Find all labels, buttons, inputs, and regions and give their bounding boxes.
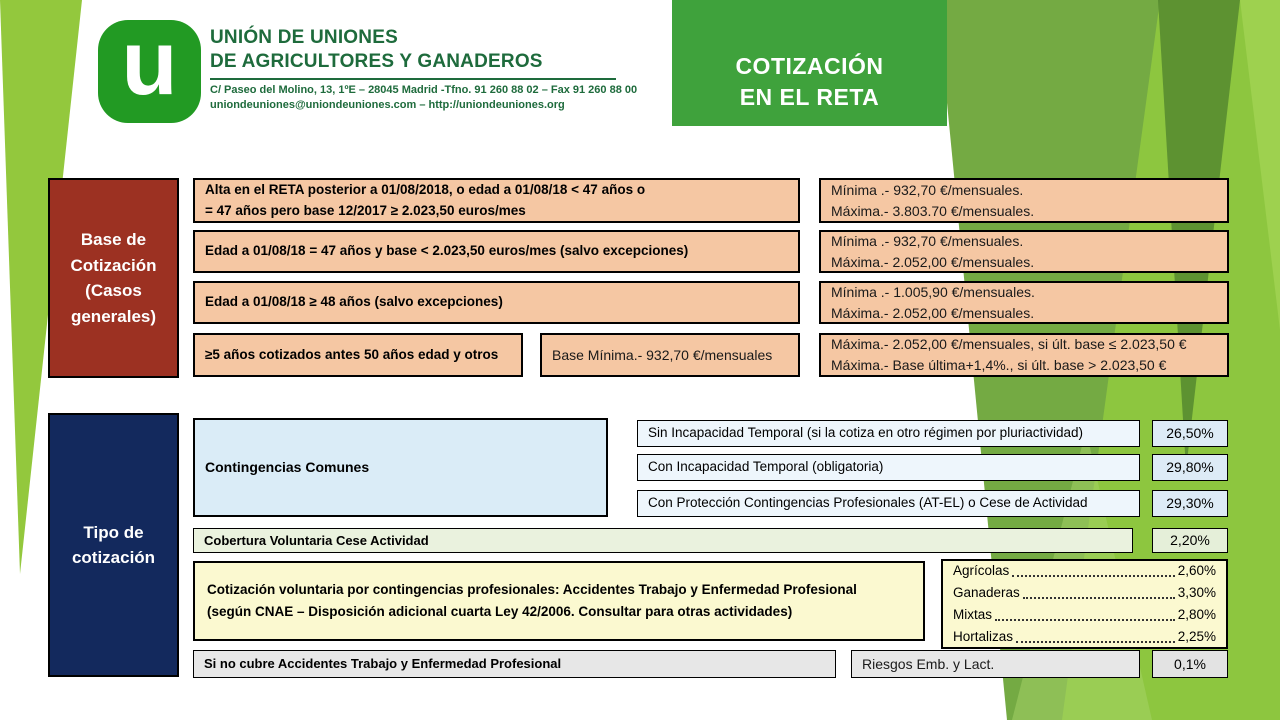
slide-title [672,0,947,126]
cobertura-voluntaria-pct: 2,20% [1152,528,1228,553]
base-row1-limits: Mínima .- 932,70 €/mensuales. Máxima.- 3.803.70 €/mensuales. [819,178,1229,223]
org-logo-icon [98,11,201,123]
org-name-line2: DE AGRICULTORES Y GANADEROS [210,50,543,72]
base-row3-limits: Mínima .- 1.005,90 €/mensuales. Máxima.- 2.052,00 €/mensuales. [819,281,1229,324]
org-name-line1: UNIÓN DE UNIONES [210,27,398,48]
blue-row3-pct: 29,30% [1152,490,1228,517]
blue-row1-label: Sin Incapacidad Temporal (si la cotiza en otro régimen por pluriactividad) [637,420,1140,447]
blue-row2-label: Con Incapacidad Temporal (obligatoria) [637,454,1140,481]
dot-leader [1016,641,1175,643]
base-row4-limits: Máxima.- 2.052,00 €/mensuales, si últ. base ≤ 2.023,50 € Máxima.- Base última+1,4%., si últ. base > 2.023,50 € [819,333,1229,377]
org-logo-letter: u [121,11,178,114]
dot-leader [995,619,1175,621]
org-header [210,26,650,112]
no-cubre-label: Si no cubre Accidentes Trabajo y Enfermedad Profesional [193,650,836,678]
riesgos-label: Riesgos Emb. y Lact. [851,650,1140,678]
dot-leader [1023,597,1175,599]
blue-row3-label: Con Protección Contingencias Profesionales (AT-EL) o Cese de Actividad [637,490,1140,517]
blue-row1-pct: 26,50% [1152,420,1228,447]
cotizacion-voluntaria-note: Cotización voluntaria por contingencias profesionales: Accidentes Trabajo y Enfermedad Profesional (según CNAE – Disposición adicional cuarta Ley 42/2006. Consultar para otras actividades) [193,561,925,641]
base-row2-condition: Edad a 01/08/18 = 47 años y base < 2.023,50 euros/mes (salvo excepciones) [193,230,800,273]
base-row4-condition: ≥5 años cotizados antes 50 años edad y otros [193,333,523,377]
cnae-rates-list [941,559,1228,649]
base-row3-condition: Edad a 01/08/18 ≥ 48 años (salvo excepciones) [193,281,800,324]
tipo-cotizacion-header: Tipo de cotización [48,413,179,677]
dot-leader [1012,575,1174,577]
org-address: C/ Paseo del Molino, 13, 1ºE – 28045 Madrid -Tfno. 91 260 88 02 – Fax 91 260 88 00 [210,83,638,96]
riesgos-pct: 0,1% [1152,650,1228,678]
rate-mixtas: Mixtas 2,80% [953,607,1216,622]
base-row2-limits: Mínima .- 932,70 €/mensuales. Máxima.- 2.052,00 €/mensuales. [819,230,1229,273]
base-cotizacion-header: Base de Cotización (Casos generales) [48,178,179,378]
base-row4-base-minima: Base Mínima.- 932,70 €/mensuales [540,333,800,377]
slide-title-line1: COTIZACIÓN [735,52,884,79]
slide-title-line2: EN EL RETA [739,83,880,110]
blue-row2-pct: 29,80% [1152,454,1228,481]
cobertura-voluntaria-label: Cobertura Voluntaria Cese Actividad [193,528,1133,553]
rate-agricolas: Agrícolas 2,60% [953,563,1216,579]
rate-ganaderas: Ganaderas 3,30% [953,585,1216,601]
org-rule [210,78,616,80]
org-contact: uniondeuniones@uniondeuniones.com – http://uniondeuniones.org [210,98,565,111]
base-row1-condition: Alta en el RETA posterior a 01/08/2018, o edad a 01/08/18 < 47 años o = 47 años pero base 12/2017 ≥ 2.023,50 euros/mes [193,178,800,223]
contingencias-comunes-box: Contingencias Comunes [193,418,608,517]
rate-hortalizas: Hortalizas 2,25% [953,628,1216,644]
